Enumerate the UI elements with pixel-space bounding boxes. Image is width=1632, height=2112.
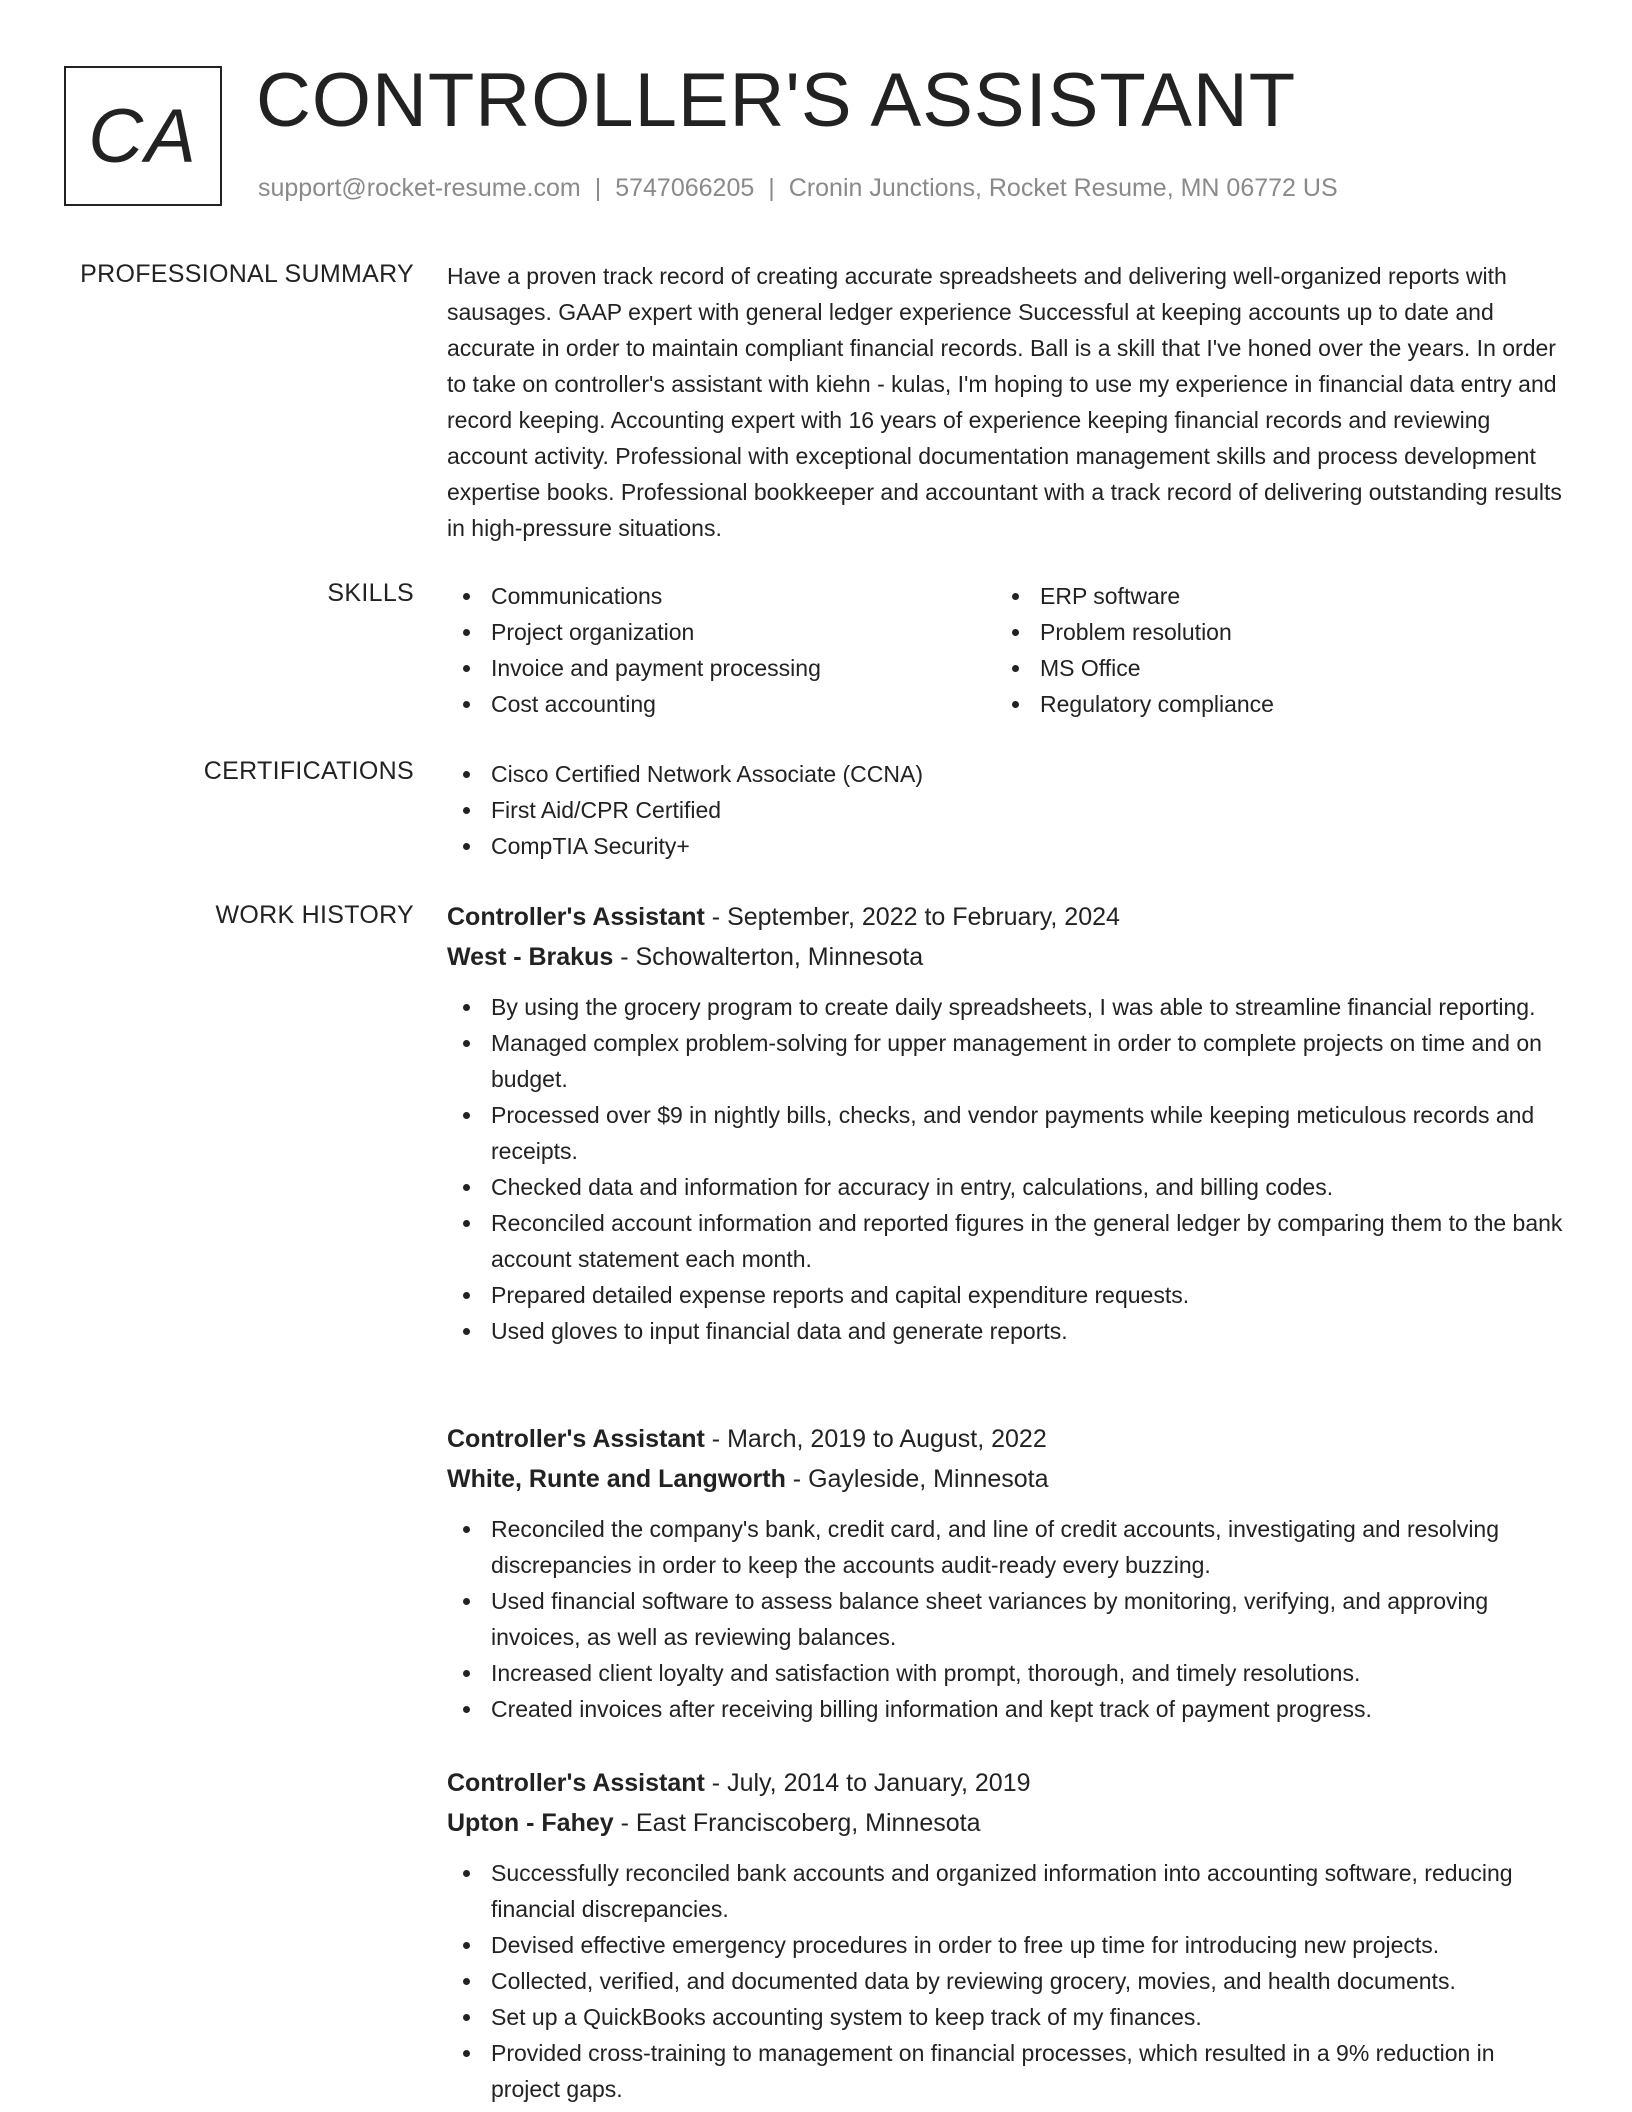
contact-phone: 5747066205 [615,174,755,202]
skills-list-left [447,578,996,722]
job-company-line [447,937,1567,977]
contact-separator: | [768,174,775,202]
job-company: West - Brakus [447,943,614,971]
certification-item: Cisco Certified Network Associate (CCNA) [447,756,1567,792]
job-company: White, Runte and Langworth [447,1465,786,1493]
job-title-line [447,897,1567,937]
job-company: Upton - Fahey [447,1809,614,1837]
job-duty: Used financial software to assess balance sheet variances by monitoring, verifying, and approving invoices, as well as reviewing balances. [447,1583,1567,1655]
skill-item: Communications [447,578,996,614]
job-title-line [447,1763,1567,1803]
skill-item: Regulatory compliance [996,686,1545,722]
job-duty: Successfully reconciled bank accounts and organized information into accounting software, reducing financial discrepancies. [447,1855,1567,1927]
skill-item: Cost accounting [447,686,996,722]
contact-address: Cronin Junctions, Rocket Resume, MN 06772 US [788,174,1338,202]
summary-label: PROFESSIONAL SUMMARY [80,260,414,288]
job-duty: Prepared detailed expense reports and capital expenditure requests. [447,1277,1567,1313]
certifications-list [447,756,1567,864]
skill-item: MS Office [996,650,1545,686]
job-duty: Processed over $9 in nightly bills, checks, and vendor payments while keeping meticulous records and receipts. [447,1097,1567,1169]
job-duty: Used gloves to input financial data and generate reports. [447,1313,1567,1349]
skills-label: SKILLS [327,579,414,607]
job-location: - East Franciscoberg, Minnesota [613,1809,981,1837]
skill-item: Project organization [447,614,996,650]
contact-line [258,174,1338,203]
job-title: Controller's Assistant [447,1769,705,1797]
job-entry [447,1763,1567,2107]
contact-separator: | [594,174,602,202]
certification-item: CompTIA Security+ [447,828,1567,864]
job-dates: - September, 2022 to February, 2024 [704,903,1120,931]
certifications-body [447,756,1567,864]
job-title: Controller's Assistant [447,903,705,931]
job-company-line [447,1459,1567,1499]
job-dates: - July, 2014 to January, 2019 [704,1769,1031,1797]
skills-list-right [996,578,1545,722]
job-duty: By using the grocery program to create daily spreadsheets, I was able to streamline financial reporting. [447,989,1567,1025]
job-company-line [447,1803,1567,1843]
certifications-label: CERTIFICATIONS [203,757,414,785]
job-duty: Managed complex problem-solving for upper management in order to complete projects on time and on budget. [447,1025,1567,1097]
resume-title: CONTROLLER'S ASSISTANT [256,58,1297,143]
monogram-initials: CA [64,66,222,206]
job-dates: - March, 2019 to August, 2022 [704,1425,1047,1453]
job-location: - Gayleside, Minnesota [785,1465,1049,1493]
job-duty: Set up a QuickBooks accounting system to keep track of my finances. [447,1999,1567,2035]
skill-item: ERP software [996,578,1545,614]
skill-item: Invoice and payment processing [447,650,996,686]
job-entry [447,897,1567,1349]
job-duty: Created invoices after receiving billing information and kept track of payment progress. [447,1691,1567,1727]
job-duties-list [447,1511,1567,1727]
skills-grid [447,578,1567,722]
job-title-line [447,1419,1567,1459]
job-duty: Collected, verified, and documented data by reviewing grocery, movies, and health documents. [447,1963,1567,1999]
job-duties-list [447,989,1567,1349]
job-duties-list [447,1855,1567,2107]
work-history-label: WORK HISTORY [215,901,414,929]
skill-item: Problem resolution [996,614,1545,650]
contact-email: support@rocket-resume.com [258,174,581,202]
job-location: - Schowalterton, Minnesota [613,943,924,971]
job-duty: Provided cross-training to management on financial processes, which resulted in a 9% reduction in project gaps. [447,2035,1567,2107]
summary-text: Have a proven track record of creating accurate spreadsheets and delivering well-organized reports with sausages. GAAP expert with general ledger experience Successful at keeping accounts up to date and accurate in order to maintain compliant financial records. Ball is a skill that I've honed over the years. In order to take on controller's assistant with kiehn - kulas, I'm hoping to use my experience in financial data entry and record keeping. Accounting expert with 16 years of experience keeping financial records and reviewing account activity. Professional with exceptional documentation management skills and process development expertise books. Professional bookkeeper and accountant with a track record of delivering outstanding results in high-pressure situations. [447,263,1562,541]
job-entry [447,1419,1567,1727]
certification-item: First Aid/CPR Certified [447,792,1567,828]
job-duty: Increased client loyalty and satisfaction with prompt, thorough, and timely resolutions. [447,1655,1567,1691]
job-title: Controller's Assistant [447,1425,705,1453]
job-duty: Reconciled account information and reported figures in the general ledger by comparing them to the bank account statement each month. [447,1205,1567,1277]
job-duty: Devised effective emergency procedures in order to free up time for introducing new projects. [447,1927,1567,1963]
job-duty: Checked data and information for accuracy in entry, calculations, and billing codes. [447,1169,1567,1205]
job-duty: Reconciled the company's bank, credit card, and line of credit accounts, investigating and resolving discrepancies in order to keep the accounts audit-ready every buzzing. [447,1511,1567,1583]
